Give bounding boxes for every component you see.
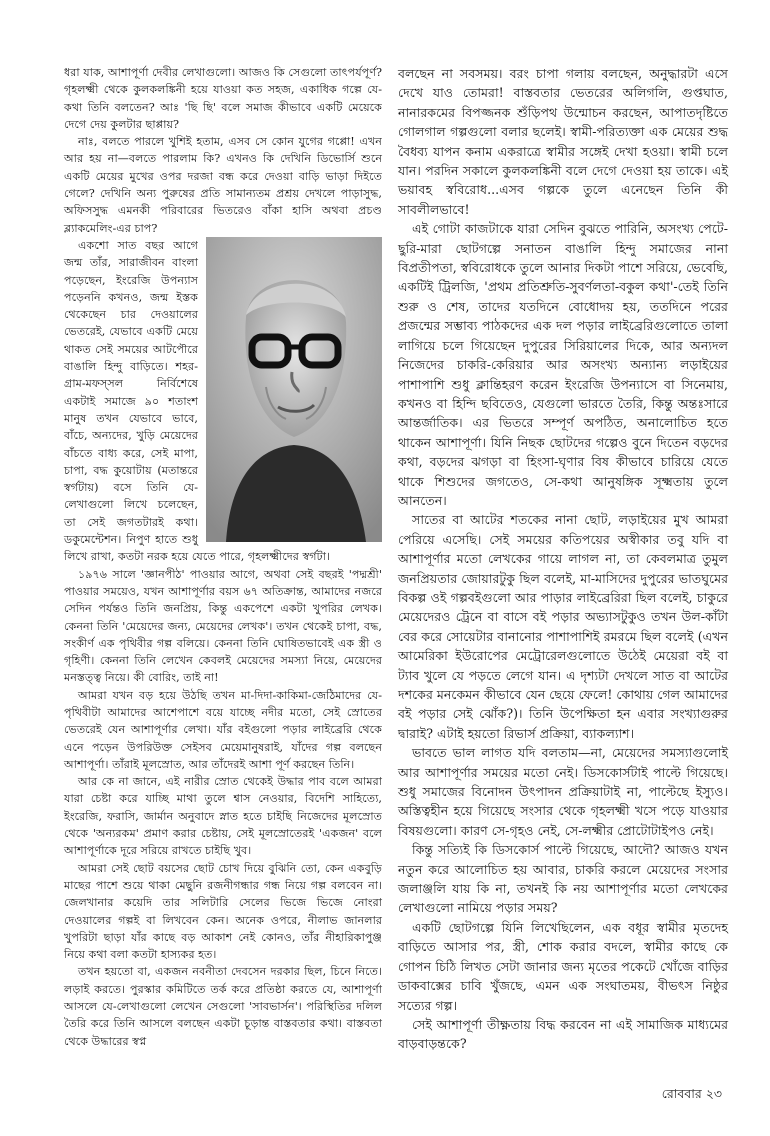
paragraph: আর কে না জানে, এই নারীর স্রোত থেকেই উদ্ধার পাব বলে আমরা যারা চেষ্টা করে যাচ্ছি মাথা তুলে শ্বাস নেওয়ার, বিদেশি সাহিত্যে, ইংরেজি, ফরাসি, জার্মান অনুবাদে স্নাত হতে চাইছি নিজেদের মূলস্রোত থেকে 'অন্যরকম' প্রমাণ করার চেষ্টায়, সেই মূলস্রোতেরই 'একজন' বলে আশাপূর্ণাকে দূরে সরিয়ে রাখতে চাইছি খুব। (64, 775, 382, 858)
paragraph: নাঃ, বলতে পারলে খুশিই হতাম, এসব সে কোন যুগের গপ্পো! এখন আর হয় না—বলতে পারলাম কি? এখনও কি দেখিনি ডিভোর্সি শুনে একটি মেয়ের মুখের ওপর দরজা বন্ধ করে দেওয়া বাড়ি ভাড়া দিইতে গেলে? দেখিনি অন্য পুরুষের প্রতি সামান্যতম প্রশ্রয় দেখলে পাড়াসুদ্ধ, অফিসসুদ্ধ এমনকী পরিবারের ভিতরেও বাঁকা হাসি অথবা প্রচণ্ড ব্ল্যাকমেলিং-এর চাপ? (64, 135, 382, 235)
paragraph: ধরা যাক, আশাপূর্ণা দেবীর লেখাগুলো। আজও কি সেগুলো তাৎপর্যপূর্ণ? গৃহলক্ষ্মী থেকে কুলকলঙ্কিনী হয়ে যাওয়া কত সহজ, একাধিক গল্পে যে-কথা তিনি বলতেন? আঃ 'ছি ছি' বলে সমাজ কীভাবে একটি মেয়েকে দেগে দেয় কুলটার ছাপ্পায়? (64, 66, 382, 131)
paragraph: বলছেন না সবসময়। বরং চাপা গলায় বলছেন, অনুদ্ধারটা এসে দেখে যাও তোমরা! বাস্তবতার ভেতরের অলিগলি, গুপ্তঘাত, নানারকমের বিপজ্জনক শুঁড়িপথ উন্মোচন করছেন, আপাতদৃষ্টিতে গোলগাল গল্পগুলো বলার ছলেই। স্বামী-পরিত্যক্তা এক মেয়ের শুদ্ধ বৈধব্য যাপন কনাম একরাত্রে স্বামীর সঙ্গেই দেখা হওয়া। স্বামী চলে যান। পরদিন সকালে কুলকলঙ্কিনী বলে দেগে দেওয়া হয় তাকে। এই ভয়াবহ স্ববিরোধ...এসব গল্পকে তুলে এনেছেন তিনি কী সাবলীলভাবে! (398, 66, 728, 217)
paragraph: সাতের বা আটের শতকের নানা ছোট, লড়াইয়ের মুখ আমরা পেরিয়ে এসেছি। সেই সময়ের কতিপয়ের অস্বীকার তবু যদি বা আশাপূর্ণার মতো লেখকের গায়ে লাগল না, তা কেবলমাত্র তুমুল জনপ্রিয়তার জোয়ারটুকু ছিল বলেই, মা-মাসিদের দুপুরের ভাতঘুমের বিকল্প ওই গল্পবইগুলো আর পাড়ার লাইব্রেরিরা ছিল বলেই, চাকুরে মেয়েদেরও ট্রেনে বা বাসে বই পড়ার অভ্যাসটুকুও তখন উল-কাঁটা বের করে সোয়েটার বানানোর পাশাপাশিই রমরমে ছিল বলেই (এখন আমেরিকা ইউরোপের মেট্রোরেলগুলোতে উঠেই মেয়েরা বই বা ট্যাব খুলে যে পড়তে লেগে যান। এ দৃশ্যটা দেখলে সাত বা আটের দশকের মনকেমন কীভাবে যেন ছেয়ে ফেলে! কোথায় গেল আমাদের বই পড়ার সেই ঝোঁক?)। তিনি উপেক্ষিতা হন এবার সংখ্যাগুরুর দ্বারাই? এটাই হয়তো রিভার্স প্রক্রিয়া, ব্যাকল্যাশ। (398, 512, 728, 741)
author-portrait (206, 237, 382, 542)
paragraph: ১৯৭৬ সালে 'জ্ঞানপীঠ' পাওয়ার আগে, অথবা সেই বছরই 'পদ্মশ্রী' পাওয়ার সময়েও, যখন আশাপূর্ণার বয়স ৬৭ অতিক্রান্ত, আমাদের নজরে সেদিন পর্যন্তও তিনি জনপ্রিয়, কিন্তু একপেশে একটা খুপরির লেখক। কেননা তিনি 'মেয়েদের জন্য, মেয়েদের লেখক'। তখন থেকেই চাপা, বদ্ধ, সংকীর্ণ এক পৃথিবীর গল্প বলিয়ে। কেননা তিনি ঘোষিতভাবেই এক স্ত্রী ও গৃহিণী। কেননা তিনি লেখেন কেবলই মেয়েদের সমস্যা নিয়ে, মেয়েদের মনস্তত্ত্ব নিয়ে। কী বোরিং, তাই না! (64, 567, 382, 685)
paragraph: সেই আশাপূর্ণা তীক্ষ্ণতায় বিদ্ধ করবেন না এই সামাজিক মাধ্যমের বাড়বাড়ন্তকে? (398, 1016, 728, 1052)
paragraph: একটি ছোটগল্পে যিনি লিখেছিলেন, এক বধূর স্বামীর মৃতদেহ বাড়িতে আসার পর, স্ত্রী, শোক করার বদলে, স্বামীর কাছে কে গোপন চিঠি লিখত সেটা জানার জন্য মৃতের পকেটে খোঁজে বাড়ির ডাকবাক্সের চাবি খুঁজছে, এমন এক সংঘাতময়, বীভৎস নিষ্ঠুর সত্যের গল্প। (398, 919, 728, 1013)
article-left-column (64, 64, 382, 1050)
paragraph: আমরা যখন বড় হয়ে উঠছি তখন মা-দিদা-কাকিমা-জেঠিমাদের যে-পৃথিবীটা আমাদের আশেপাশে বয়ে যাচ্ছে নদীর মতো, সেই স্রোতের ভেতরেই যেন আশাপূর্ণার লেখা। যাঁর বইগুলো পড়ার লাইব্রেরি থেকে এনে পড়েন উপরিউক্ত সেইসব মেয়েমানুষরাই, যাঁদের গল্প বলছেন আশাপূর্ণা। তাঁরাই মূলস্রোত, আর তাঁদেরই আশা পূর্ণ করছেন তিনি। (64, 688, 382, 771)
paragraph: এই গোটা কাজটাকে যারা সেদিন বুঝতে পারিনি, অসংখ্য পেটে-ছুরি-মারা ছোটগল্পে সনাতন বাঙালি হিন্দু সমাজের নানা বিপ্রতীপতা, স্ববিরোধকে তুলে আনার দিকটা পাশে সরিয়ে, ভেবেছি, একটিই ট্রিলজি, 'প্রথম প্রতিশ্রুতি-সুবর্ণলতা-বকুল কথা'-তেই তিনি শুরু ও শেষ, তাদের যতদিনে বোধোদয় হয়, ততদিনে পরের প্রজন্মের সম্ভাব্য পাঠকদের এক দল পড়ার লাইব্রেরিগুলোতে তালা লাগিয়ে চলে গিয়েছেন দুপুরের সিরিয়ালের দিকে, আর অন্যদল নিজেদের চাকরি-কেরিয়ার আর অসংখ্য অন্যান্য লড়াইয়ের পাশাপাশি শুধু ক্লান্তিহরণ করেন ইংরেজি উপন্যাসে বা সিনেমায়, কখনও বা হিন্দি ছবিতেও, যেগুলো ভারতে তৈরি, কিন্তু অন্তঃসারে আন্তর্জাতিক। এর ভিতরে সম্পূর্ণ অপঠিত, অনালোচিত হতে থাকেন আশাপূর্ণা। যিনি নিছক ছোটদের গল্পেও বুনে দিতেন বড়দের কথা, বড়দের ঝগড়া বা হিংসা-ঘৃণার বিষ কীভাবে চারিয়ে যেতে থাকে শিশুদের জগতেও, সে-কথা আনুষঙ্গিক সূক্ষ্মতায় তুলে আনতেন। (398, 221, 728, 508)
paragraph-with-photo (64, 237, 382, 687)
paragraph: আমরা সেই ছোট বয়সের ছোট চোখ দিয়ে বুঝিনি তো, কেন একবুড়ি মাছের পাশে শুয়ে থাকা মেছুনি রজনীগন্ধার গন্ধ নিয়ে গল্প বলবেন না। জেলখানার কয়েদি তার সলিটারি সেলের ভিজে ভিজে নোংরা দেওয়ালের গল্পই বা লিখবেন কেন। অনেক ওপরে, নীলাভ জানলার খুপরিটা ছাড়া যাঁর কাছে বড় আকাশ নেই কোনও, তাঁর নীহারিকাপুঞ্জ নিয়ে কথা বলা কতটা হাস্যকর হত। (64, 861, 382, 962)
article-right-column (398, 64, 728, 1054)
portrait-photo-icon (206, 237, 382, 542)
page-footer: রোববার ২৩ (661, 1086, 722, 1101)
paragraph: একশো সাত বছর আগে জন্ম তাঁর, সারাজীবন বাংলা পড়েছেন, ইংরেজি উপন্যাস পড়েননি কখনও, জন্ম ইস্তক থেকেছেন চার দেওয়ালের ভেতরেই, যেভাবে একটি মেয়ে থাকত সেই সময়ের আটপৌরে বাঙালি হিন্দু বাড়িতে। শহর-গ্রাম-মফস্সল নির্বিশেষে একটাই সমাজে ৯০ শতাংশ মানুষ তখন যেভাবে ভাবে, বাঁচে, অন্যদের, খুড়ি মেয়েদের বাঁচতে বাধ্য করে, সেই মাপা, চাপা, বদ্ধ কুয়োটায় (মতান্তরে স্বর্গটায়) বসে তিনি যে-লেখাগুলো লিখে চলেছেন, তা সেই জগতটারই কথা। ডকুমেন্টেশন। নিপুণ হাতে শুধু লিখে রাখা, কতটা নরক হয়ে যেতে পারে, গৃহলক্ষ্মীদের স্বর্গটা। (64, 238, 330, 564)
paragraph: কিন্তু সত্যিই কি ডিসকোর্স পাল্টে গিয়েছে, আদৌ? আজও যখন নতুন করে আলোচিত হয় আবার, চাকরি করলে মেয়েদের সংসার জলাঞ্জলি যায় কি না, তখনই কি নয় আশাপূর্ণার মতো লেখকের লেখাগুলো নামিয়ে পড়ার সময়? (398, 842, 728, 916)
paragraph: তখন হয়তো বা, একজন নবনীতা দেবসেন দরকার ছিল, চিনে নিতে। লড়াই করতে। পুরস্কার কমিটিতে তর্ক করে প্রতিষ্ঠা করতে যে, আশাপূর্ণা আসলে যে-লেখাগুলো লেখেন সেগুলো 'সাবভার্সন'। পরিস্থিতির দলিল তৈরি করে তিনি আসলে বলছেন একটা চূড়ান্ত বাস্তবতার কথা। বাস্তবতা থেকে উদ্ধারের স্বপ্ন (64, 965, 382, 1048)
paragraph: ভাবতে ভাল লাগত যদি বলতাম—না, মেয়েদের সমস্যাগুলোই আর আশাপূর্ণার সময়ের মতো নেই। ডিসকোর্সটাই পাল্টে গিয়েছে। শুধু সমাজের বিনোদন উৎপাদন প্রক্রিয়াটাই না, পাল্টেছে ইস্যুও। অস্তিত্বহীন হয়ে গিয়েছে সংসার থেকে গৃহলক্ষ্মী খসে পড়ে যাওয়ার বিষয়গুলো। কারণ সে-গৃহও নেই, সে-লক্ষ্মীর প্রোটোটাইপও নেই। (398, 745, 728, 838)
